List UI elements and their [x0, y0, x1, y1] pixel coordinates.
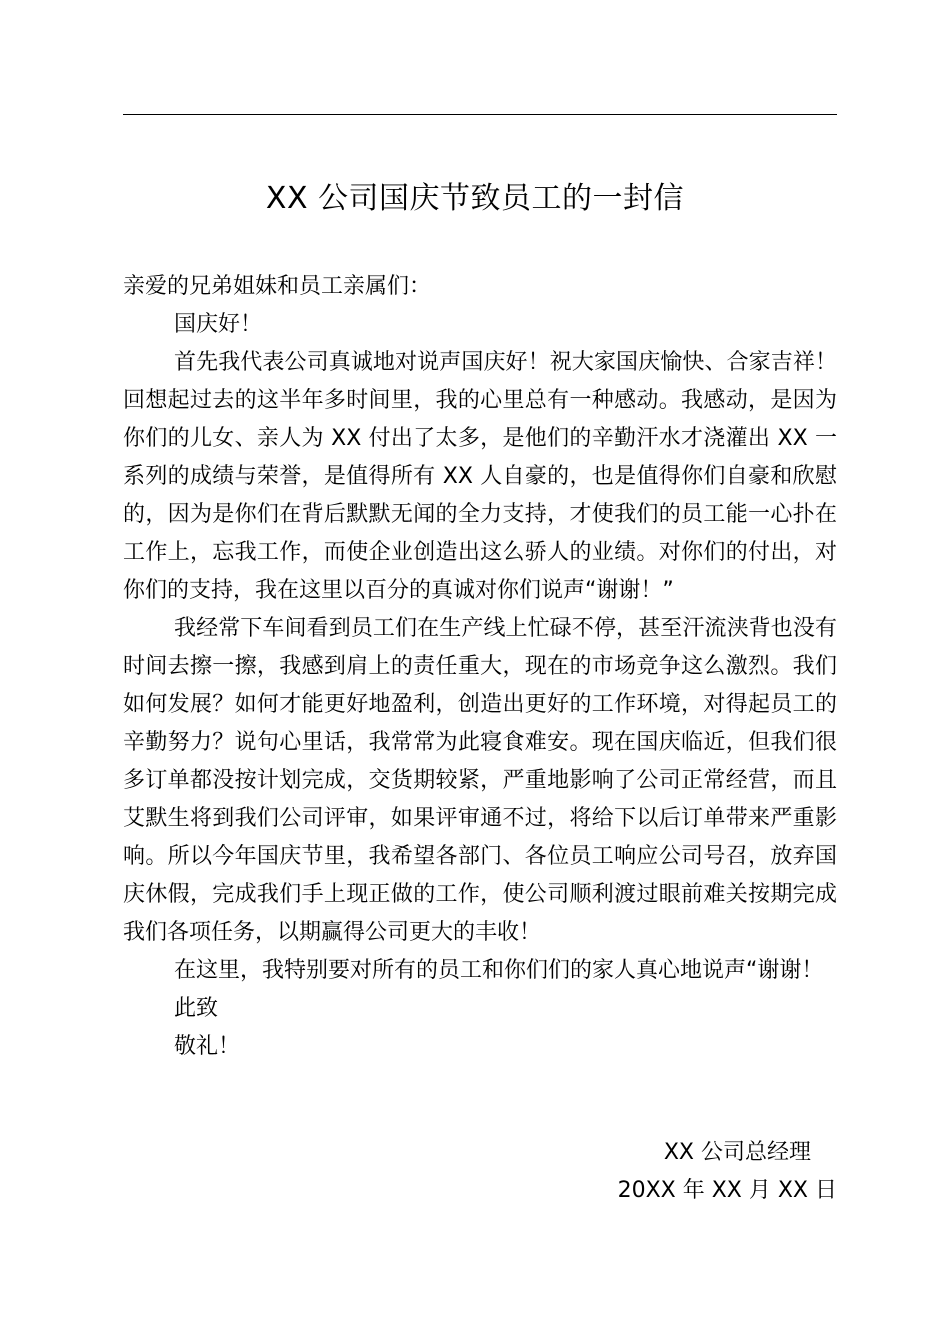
header-rule — [123, 114, 837, 115]
signature-date: 20XX 年 XX 月 XX 日 — [617, 1178, 837, 1203]
salutation: 亲爱的兄弟姐妹和员工亲属们： — [123, 274, 432, 299]
paragraph-thanks: 首先我代表公司真诚地对说声国庆好！祝大家国庆愉快、合家吉祥！ 回想起过去的这半年多时间里，我的心里总有一种感动。我感动，是因为你们的儿女、亲人为 XX 付出了太多，是他们的辛勤汗水才浇灌出 XX 一系列的成绩与荣誉，是值得所有 XX 人自豪的，也是值得你们自豪和欣慰的，因为是你们在背后默默无闻的全力支持，才使我们的员工能一心扑在工作上，忘我工作，而使企业创造出这么骄人的业绩。对你们的付出，对你们的支持，我在这里以百分的真诚对你们说声“谢谢！” — [123, 350, 837, 603]
paragraph-greeting: 国庆好！ — [174, 312, 263, 337]
paragraph-request: 我经常下车间看到员工们在生产线上忙碌不停，甚至汗流浃背也没有时间去擦一擦，我感到肩上的责任重大，现在的市场竞争这么激烈。我们如何发展？如何才能更好地盈利，创造出更好的工作环境，对得起员工的辛勤努力？说句心里话，我常常为此寝食难安。现在国庆临近，但我们很多订单都没按计划完成，交货期较紧，严重地影响了公司正常经营，而且艾默生将到我们公司评审，如果评审通不过，将给下以后订单带来严重影响。所以今年国庆节里，我希望各部门、各位员工响应公司号召，放弃国庆休假，完成我们手上现正做的工作，使公司顺利渡过眼前难关按期完成我们各项任务，以期赢得公司更大的丰收！ — [123, 616, 837, 945]
closing-line-1: 此致 — [174, 996, 219, 1021]
letter-title: XX 公司国庆节致员工的一封信 — [265, 181, 685, 216]
paragraph-final-thanks: 在这里，我特别要对所有的员工和你们们的家人真心地说声“谢谢！ — [174, 958, 824, 983]
letter-body — [123, 268, 837, 1066]
signature-block — [500, 1134, 837, 1210]
signature-name: XX 公司总经理 — [663, 1140, 811, 1165]
closing-line-2: 敬礼！ — [174, 1034, 241, 1059]
